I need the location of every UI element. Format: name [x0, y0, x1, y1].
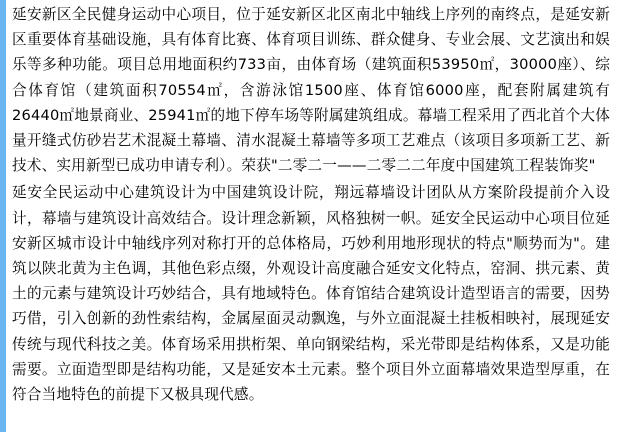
paragraph-project-overview: 延安新区全民健身运动中心项目，位于延安新区北区南北中轴线上序列的南终点，是延安新区重要体育基础设施，具有体育比赛、体育项目训练、群众健身、专业会展、文艺演出和娱乐等多种功能。项目总用地面积约733亩，由体育场（建筑面积53950㎡，30000座）、综合体育馆（建筑面积70554㎡，含游泳馆1500座、体育馆6000座，配套附属建筑有26440㎡地景商业、25941㎡的地下停车场等附属建筑组成。幕墙工程采用了西北首个大体量开缝式仿砂岩艺术混凝土幕墙、清水混凝土幕墙等多项工艺难点（该项目多项新工艺、新技术、实用新型已成功申请专利）。荣获"二零二一——二零二二年度中国建筑工程装饰奖": [12, 6, 610, 175]
document-content: [6, 0, 618, 407]
paragraph-design-description: 延安全民运动中心建筑设计为中国建筑设计院，翔远幕墙设计团队从方案阶段提前介入设计，幕墙与建筑设计高效结合。设计理念新颖，风格独树一帜。延安全民运动中心项目位延安新区城市设计中轴线序列对称打开的总体格局，巧妙利用地形现状的特点"顺势而为"。建筑以陕北黄为主色调，其他色彩点缀，外观设计高度融合延安文化特点，窑洞、拱元素、黄土的元素与建筑设计巧妙结合，具有地域特色。体育馆结合建筑设计造型语言的需要，因势巧借，引入创新的劲性索结构，金属屋面灵动飘逸，与外立面混凝土挂板相映衬，展现延安传统与现代科技之美。体育场采用拱桁架、单向钢梁结构，采光带即是结构体系，又是功能需要。立面造型即是结构功能，又是延安本土元素。整个项目外立面幕墙效果造型厚重，在符合当地特色的前提下又极具现代感。: [12, 184, 610, 404]
